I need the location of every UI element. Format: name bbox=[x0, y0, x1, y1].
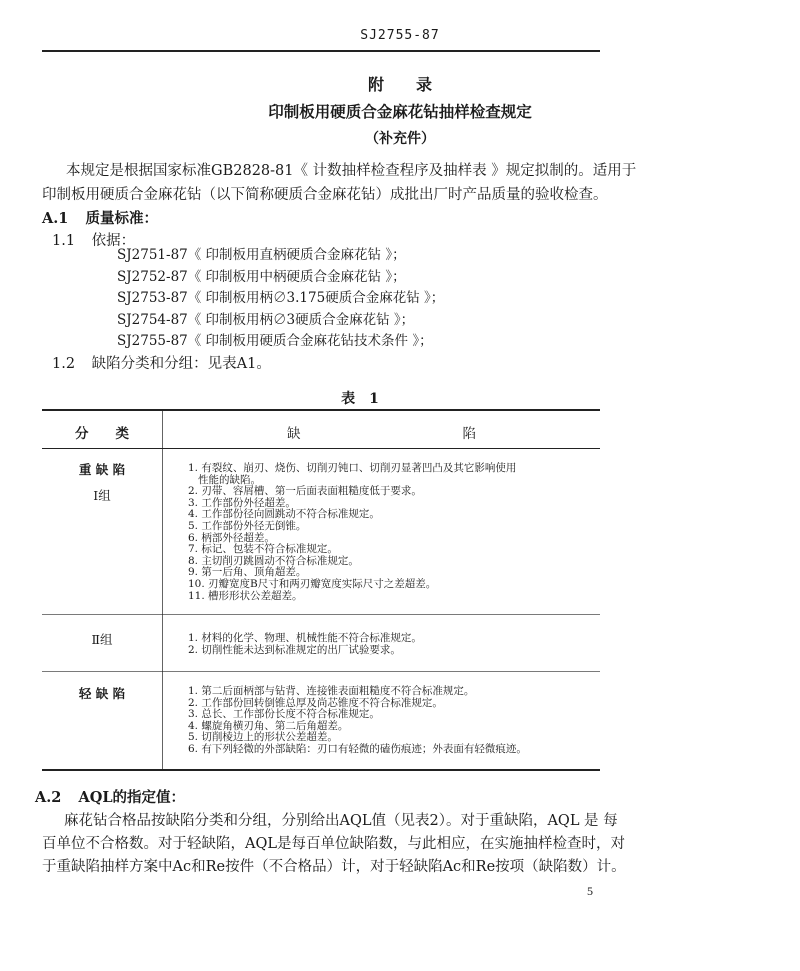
table-group: Ⅱ组 bbox=[91, 632, 113, 647]
list-item: 8. 主切削刃跳圆动不符合标准规定。 bbox=[188, 554, 359, 567]
list-item: 7. 标记、包装不符合标准规定。 bbox=[188, 543, 338, 556]
list-item: 5. 切削棱边上的形状公差超差。 bbox=[188, 731, 338, 744]
reference-list bbox=[117, 245, 444, 353]
list-item: 6. 柄部外径超差。 bbox=[188, 531, 275, 544]
section-a2-number: A.2 bbox=[35, 789, 62, 806]
table-group: Ⅰ组 bbox=[93, 488, 111, 503]
list-item: 10. 刃瓣宽度B尺寸和两刃瓣宽度实际尺寸之差超差。 bbox=[188, 577, 437, 590]
item-1-1-number: 1.1 bbox=[52, 233, 76, 249]
list-item: 2. 工作部份回转倒锥总厚及尚芯锥度不符合标准规定。 bbox=[188, 696, 443, 709]
defect-list-group-1 bbox=[188, 463, 516, 602]
item-1-2-number: 1.2 bbox=[52, 356, 76, 372]
table-row-rule bbox=[42, 614, 600, 615]
list-item: 2. 刃带、容屑槽、第一后面表面粗糙度低于要求。 bbox=[188, 485, 422, 498]
table-category: 重 缺 陷 bbox=[78, 462, 126, 477]
item-1-1-title: 依据： bbox=[91, 233, 136, 249]
page-number: 5 bbox=[587, 884, 593, 898]
table-header-rule bbox=[42, 448, 600, 449]
list-item: 4. 螺旋角横刃角、第二后角超差。 bbox=[188, 719, 349, 732]
list-item: 3. 工作部份外径超差。 bbox=[188, 496, 296, 509]
item-1-2 bbox=[52, 353, 271, 376]
list-item: 1. 有裂纹、崩刃、烧伤、切削刃钝口、切削刃显著凹凸及其它影响使用 bbox=[188, 462, 517, 474]
standard-code-header: SJ2755-87 bbox=[360, 28, 440, 43]
list-item: 5. 工作部份外径无倒锥。 bbox=[188, 519, 307, 532]
section-a1-title: 质量标准： bbox=[85, 210, 158, 227]
section-a1-number: A.1 bbox=[42, 210, 69, 227]
a2-line-1: 麻花钻合格品按缺陷分类和分组，分别给出AQL值（见表2）。对于重缺陷，AQL 是 每 bbox=[64, 813, 618, 829]
table-header-class: 分 类 bbox=[75, 426, 129, 442]
list-item: 1. 材料的化学、物理、机械性能不符合标准规定。 bbox=[188, 632, 422, 644]
table-caption: 表 1 bbox=[341, 391, 379, 407]
table-column-divider bbox=[162, 411, 163, 769]
reference-item: SJ2755-87《 印制板用硬质合金麻花钻技术条件 》； bbox=[117, 333, 433, 349]
table-category: 轻 缺 陷 bbox=[78, 686, 126, 701]
table-top-rule bbox=[42, 409, 600, 411]
table-row-rule bbox=[42, 671, 600, 672]
reference-item: SJ2754-87《 印制板用柄∅3硬质合金麻花钻 》； bbox=[117, 311, 415, 328]
section-a2 bbox=[35, 786, 185, 809]
a2-line-3: 于重缺陷抽样方案中Ac和Re按件（不合格品）计，对于轻缺陷Ac和Re按项（缺陷数）计。 bbox=[42, 859, 626, 875]
appendix-subtitle: （补充件） bbox=[365, 131, 435, 147]
item-1-2-text: 缺陷分类和分组：见表A1。 bbox=[91, 356, 271, 372]
defect-list-group-2 bbox=[188, 633, 422, 656]
table-header-defect: 缺 陷 bbox=[287, 426, 476, 442]
appendix-title: 印制板用硬质合金麻花钻抽样检查规定 bbox=[268, 102, 532, 121]
table-bottom-rule bbox=[42, 769, 600, 771]
a2-line-2: 百单位不合格数。对于轻缺陷，AQL是每百单位缺陷数，与此相应，在实施抽样检查时，对 bbox=[42, 836, 625, 852]
section-a1 bbox=[42, 207, 158, 230]
reference-item: SJ2753-87《 印制板用柄∅3.175硬质合金麻花钻 》； bbox=[117, 290, 445, 306]
reference-item: SJ2752-87《 印制板用中柄硬质合金麻花钻 》； bbox=[117, 268, 406, 285]
reference-item: SJ2751-87《 印制板用直柄硬质合金麻花钻 》； bbox=[117, 247, 406, 263]
list-item: 3. 总长、工作部份长度不符合标准规定。 bbox=[188, 708, 380, 721]
list-item: 性能的缺陷。 bbox=[188, 473, 262, 486]
section-a2-title: AQL的指定值： bbox=[78, 789, 186, 806]
list-item: 6. 有下列轻微的外部缺陷：刃口有轻微的磕伤痕迹；外表面有轻微痕迹。 bbox=[188, 742, 527, 755]
defect-list-light bbox=[188, 686, 527, 756]
list-item: 11. 槽形形状公差超差。 bbox=[188, 589, 303, 602]
intro-line-1: 本规定是根据国家标准GB2828-81《 计数抽样检查程序及抽样表 》规定拟制的。适用于 bbox=[66, 163, 637, 179]
intro-line-2: 印制板用硬质合金麻花钻（以下简称硬质合金麻花钻）成批出厂时产品质量的验收检查。 bbox=[42, 187, 608, 203]
list-item: 2. 切削性能未达到标准规定的出厂试验要求。 bbox=[188, 643, 401, 656]
header-rule bbox=[42, 50, 600, 52]
list-item: 1. 第二后面柄部与钻背、连接锥表面粗糙度不符合标准规定。 bbox=[188, 685, 475, 697]
list-item: 9. 第一后角、顶角超差。 bbox=[188, 566, 307, 579]
appendix-label: 附 录 bbox=[367, 75, 432, 94]
list-item: 4. 工作部份径向圆跳动不符合标准规定。 bbox=[188, 508, 380, 521]
